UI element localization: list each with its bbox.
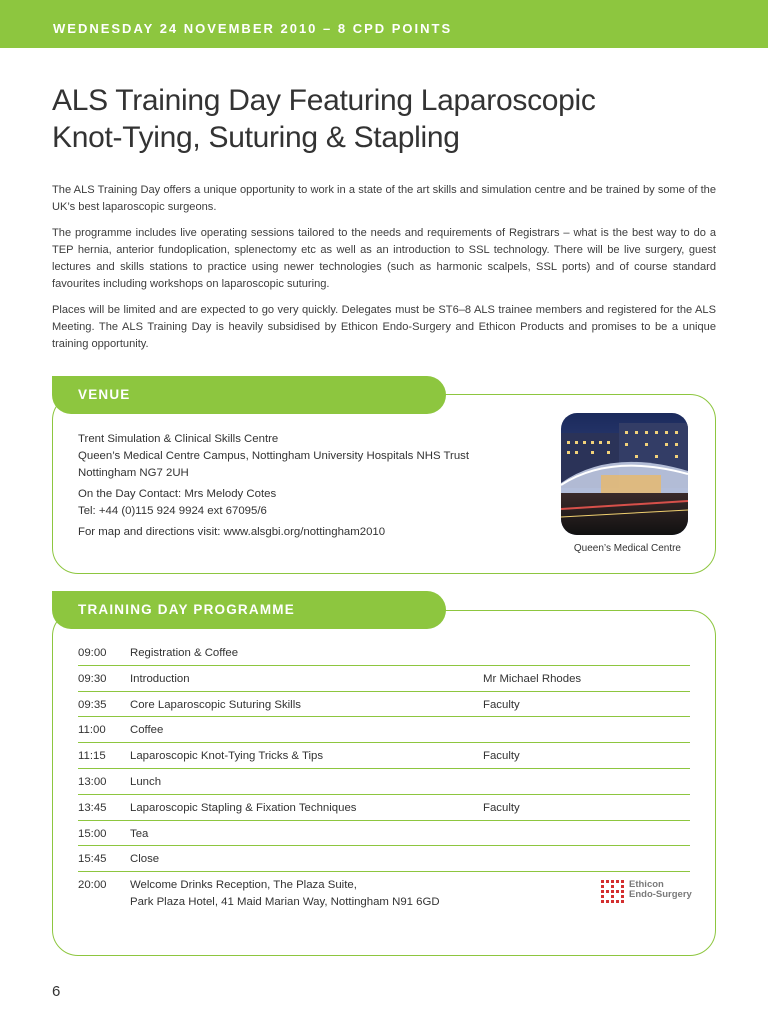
venue-directions-link[interactable]: For map and directions visit: www.alsgbi.org/nottingham2010 bbox=[78, 526, 386, 538]
row-speaker: Faculty bbox=[483, 801, 520, 814]
schedule-row bbox=[78, 717, 690, 743]
schedule-row bbox=[78, 666, 690, 692]
programme-schedule bbox=[78, 640, 690, 916]
row-time: 13:45 bbox=[78, 801, 107, 814]
venue-postcode: Nottingham NG7 2UH bbox=[78, 467, 189, 479]
intro-paragraph-1: The ALS Training Day offers a unique opportunity to work in a state of the art skills and simulation centre and be trained by some of the UK’s best laparoscopic surgeons. bbox=[52, 184, 716, 214]
row-speaker: Faculty bbox=[483, 750, 520, 763]
venue-campus: Queen’s Medical Centre Campus, Nottingham University Hospitals NHS Trust bbox=[78, 450, 470, 462]
page-title bbox=[52, 82, 742, 156]
intro-text bbox=[52, 182, 716, 362]
programme-heading-tab bbox=[52, 591, 446, 629]
row-event: Introduction bbox=[130, 672, 190, 685]
title-line-1: ALS Training Day Featuring Laparoscopic bbox=[52, 84, 596, 117]
date-cpd-label: WEDNESDAY 24 NOVEMBER 2010 – 8 CPD POINTS bbox=[53, 21, 453, 36]
schedule-row bbox=[78, 846, 690, 872]
row-time: 15:00 bbox=[78, 827, 107, 840]
row-event: Welcome Drinks Reception, The Plaza Suite, bbox=[130, 879, 357, 892]
row-speaker: Mr Michael Rhodes bbox=[483, 672, 582, 685]
programme-heading: TRAINING DAY PROGRAMME bbox=[78, 602, 295, 617]
date-banner bbox=[0, 0, 768, 48]
venue-heading: VENUE bbox=[78, 387, 131, 402]
row-time: 09:30 bbox=[78, 672, 107, 685]
venue-heading-tab bbox=[52, 376, 446, 414]
schedule-row bbox=[78, 640, 690, 666]
logo-line-2: Endo-Surgery bbox=[629, 889, 692, 900]
logo-wordmark bbox=[629, 880, 692, 900]
schedule-row bbox=[78, 769, 690, 795]
row-event: Laparoscopic Stapling & Fixation Techniques bbox=[130, 801, 357, 814]
intro-paragraph-2: The programme includes live operating sessions tailored to the needs and requirements of Registrars – what is the best way to do a TEP hernia, anterior fundoplication, splenectomy etc as well as an introduction to SSL technology. There will be live surgery, guest lectures and skills stations to practice using newer technologies (such as harmonic scalpels, SSL ports) and of course standard favourites including workshops on laparoscopic suturing. bbox=[52, 226, 716, 291]
schedule-row bbox=[78, 692, 690, 718]
logo-line-1: Ethicon bbox=[629, 879, 664, 890]
ethicon-logo-mark-icon bbox=[599, 878, 627, 904]
row-time: 20:00 bbox=[78, 879, 107, 892]
row-time: 11:00 bbox=[78, 724, 106, 737]
row-event: Laparoscopic Knot-Tying Tricks & Tips bbox=[130, 750, 324, 763]
intro-paragraph-3: Places will be limited and are expected to go very quickly. Delegates must be ST6–8 ALS trainee members and registered for the ALS Meeting. The ALS Training Day is heavily subsidised by Ethicon Endo-Surgery and Ethicon Products and promises to be a unique training opportunity. bbox=[52, 303, 716, 351]
schedule-row bbox=[78, 795, 690, 821]
title-line-2: Knot-Tying, Suturing & Stapling bbox=[52, 121, 460, 154]
schedule-row bbox=[78, 743, 690, 769]
row-time: 09:35 bbox=[78, 698, 107, 711]
venue-telephone: Tel: +44 (0)115 924 9924 ext 67095/6 bbox=[78, 505, 267, 517]
row-event: Lunch bbox=[130, 775, 162, 788]
row-time: 15:45 bbox=[78, 853, 107, 866]
venue-name: Trent Simulation & Clinical Skills Centre bbox=[78, 433, 279, 445]
ethicon-endo-surgery-logo bbox=[599, 878, 693, 908]
venue-contact: On the Day Contact: Mrs Melody Cotes bbox=[78, 488, 277, 500]
page-number: 6 bbox=[52, 983, 61, 1000]
schedule-row bbox=[78, 821, 690, 847]
row-event: Registration & Coffee bbox=[130, 647, 239, 659]
row-event: Close bbox=[130, 853, 160, 866]
row-time: 09:00 bbox=[78, 647, 107, 659]
row-time: 11:15 bbox=[78, 750, 106, 763]
photo-caption: Queen’s Medical Centre bbox=[573, 543, 681, 554]
row-speaker: Faculty bbox=[483, 698, 520, 711]
queens-medical-centre-photo bbox=[561, 413, 688, 535]
row-time: 13:00 bbox=[78, 775, 107, 788]
venue-details bbox=[78, 431, 538, 541]
row-event: Core Laparoscopic Suturing Skills bbox=[130, 698, 301, 711]
row-event: Coffee bbox=[130, 724, 164, 737]
row-event-address: Park Plaza Hotel, 41 Maid Marian Way, Nottingham N91 6GD bbox=[130, 896, 440, 909]
row-event: Tea bbox=[130, 827, 149, 840]
